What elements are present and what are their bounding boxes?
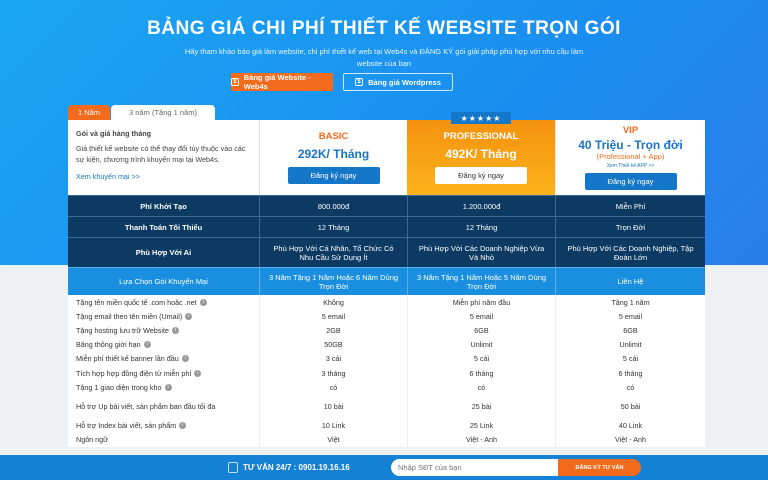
star-rating-badge: ★★★★★ xyxy=(451,112,511,124)
row-value: Phù Hợp Với Các Doanh Nghiệp, Tập Đoàn Lớn xyxy=(555,238,705,267)
footer-bar xyxy=(0,455,768,480)
plan-note: (Professional + App) xyxy=(596,152,665,161)
row-value: 6 tháng xyxy=(555,366,705,380)
table-row xyxy=(68,237,705,267)
info-icon[interactable]: i xyxy=(200,299,207,306)
web4s-pricing-button[interactable] xyxy=(231,73,333,91)
table-row xyxy=(68,295,705,309)
wordpress-pricing-button[interactable] xyxy=(343,73,453,91)
row-value: có xyxy=(407,380,555,394)
phone-icon xyxy=(228,462,238,473)
plan-price: 492K/ Tháng xyxy=(445,147,517,161)
row-value: Phù Hợp Với Cá Nhân, Tổ Chức Có Nhu Cầu Sử Dụng Ít xyxy=(259,238,407,267)
row-label-text: Miễn phí thiết kế banner lần đầu xyxy=(76,354,179,364)
row-label xyxy=(68,394,259,418)
dollar-icon: $ xyxy=(355,78,363,86)
info-icon[interactable]: i xyxy=(144,341,151,348)
tab-1-year[interactable]: 1 Năm xyxy=(68,105,110,120)
row-label-text: Tặng email theo tên miền (Umail) xyxy=(76,311,183,321)
row-value: 5 email xyxy=(259,309,407,323)
row-value: Miễn phí năm đầu xyxy=(407,295,555,309)
row-label xyxy=(68,418,259,432)
row-value: 3 cái xyxy=(259,352,407,366)
row-value: 2GB xyxy=(259,323,407,337)
row-value: 3 Năm Tặng 1 Năm Hoặc 5 Năm Dùng Trọn Đời xyxy=(407,268,555,295)
row-value: 5 cái xyxy=(407,352,555,366)
app-design-link[interactable]: Xem Thiết kế APP >> xyxy=(606,163,655,169)
row-value: 50GB xyxy=(259,338,407,352)
row-label xyxy=(68,352,259,366)
row-value: 6GB xyxy=(407,323,555,337)
row-label xyxy=(68,323,259,337)
promo-link[interactable]: Xem khuyến mại >> xyxy=(76,172,140,181)
plan-name: VIP xyxy=(622,125,639,136)
row-label-text: Phù Hợp Với Ai xyxy=(135,248,192,257)
row-value: 1.200.000đ xyxy=(407,196,555,216)
page-title: BẢNG GIÁ CHI PHÍ THIẾT KẾ WEBSITE TRỌN GÓI xyxy=(147,18,621,39)
plan-price: 292K/ Tháng xyxy=(297,147,370,161)
plan-header-row xyxy=(68,113,705,195)
row-label xyxy=(68,295,259,309)
table-row xyxy=(68,352,705,366)
phone-input[interactable] xyxy=(391,459,558,476)
row-label-text: Hỗ trợ Index bài viết, sản phẩm xyxy=(76,420,177,430)
plan-name: BASIC xyxy=(318,131,349,142)
row-value: Việt - Anh xyxy=(407,433,555,447)
table-row xyxy=(68,394,705,418)
table-row xyxy=(68,267,705,295)
table-row xyxy=(68,195,705,216)
row-value: 5 email xyxy=(555,309,705,323)
row-label xyxy=(68,433,259,447)
row-value: Liên Hệ xyxy=(555,268,705,295)
wordpress-pricing-label: Bảng giá Wordpress xyxy=(368,77,441,87)
plan-professional xyxy=(407,113,555,195)
register-button[interactable]: Đăng ký ngay xyxy=(288,167,380,184)
row-label xyxy=(68,380,259,394)
row-value: có xyxy=(259,380,407,394)
row-value: Miễn Phí xyxy=(555,196,705,216)
row-value: 25 Link xyxy=(407,418,555,432)
intro-heading: Gói và giá hàng tháng xyxy=(76,129,152,138)
row-value: Unlimit xyxy=(555,338,705,352)
row-value: Trọn Đời xyxy=(555,217,705,237)
page-subtitle: Hãy tham khảo báo giá làm website, chi phí thiết kế web tại Web4s và ĐĂNG KÝ gói giải pháp phù hợp với nhu cầu làm website của bạn xyxy=(184,47,584,68)
row-label-text: Thanh Toán Tối Thiểu xyxy=(124,222,203,232)
info-icon[interactable]: i xyxy=(185,313,192,320)
row-label xyxy=(68,217,259,237)
row-value: 50 bài xyxy=(555,394,705,418)
row-label-text: Hỗ trợ Up bài viết, sản phẩm ban đầu tối đa xyxy=(76,401,216,411)
row-label xyxy=(68,309,259,323)
row-value: Tặng 1 năm xyxy=(555,295,705,309)
row-label-text: Tích hợp hợp đồng điện tử miễn phí xyxy=(76,368,192,378)
plan-name: PROFESSIONAL xyxy=(443,131,519,142)
row-label-text: Lựa Chọn Gói Khuyến Mại xyxy=(119,277,208,286)
table-row xyxy=(68,309,705,323)
plan-basic xyxy=(259,120,407,195)
row-label-text: Ngôn ngữ xyxy=(76,435,108,445)
info-icon[interactable]: i xyxy=(182,355,189,362)
row-label-text: Tặng hosting lưu trữ Website xyxy=(76,325,169,335)
dollar-icon: $ xyxy=(231,78,239,86)
table-row xyxy=(68,216,705,237)
register-button[interactable]: Đăng ký ngay xyxy=(435,167,527,184)
row-label xyxy=(68,196,259,216)
row-value: 6 tháng xyxy=(407,366,555,380)
row-value: có xyxy=(555,380,705,394)
row-label-text: Băng thông giới hạn xyxy=(76,340,141,350)
register-consult-button[interactable]: ĐĂNG KÝ TƯ VẤN xyxy=(558,459,641,476)
row-value: 3 tháng xyxy=(259,366,407,380)
row-value: 12 Tháng xyxy=(407,217,555,237)
tab-3-years[interactable]: 3 năm (Tặng 1 năm) xyxy=(111,105,215,120)
row-value: 3 Năm Tặng 1 Năm Hoặc 6 Năm Dùng Trọn Đời xyxy=(259,268,407,295)
table-row xyxy=(68,323,705,337)
info-icon[interactable]: i xyxy=(165,384,172,391)
row-label xyxy=(68,238,259,267)
info-icon[interactable]: i xyxy=(172,327,179,334)
row-value: Unlimit xyxy=(407,338,555,352)
row-value: Việt xyxy=(259,433,407,447)
plan-price: 40 Triệu - Trọn đời xyxy=(578,138,683,152)
table-row xyxy=(68,433,705,447)
row-value: Phù Hợp Với Các Doanh Nghiệp Vừa Và Nhỏ xyxy=(407,238,555,267)
plan-vip xyxy=(555,120,705,195)
row-label-text: Tặng tên miền quốc tế .com hoặc .net xyxy=(76,297,197,307)
row-value: 40 Link xyxy=(555,418,705,432)
table-row xyxy=(68,366,705,380)
row-label xyxy=(68,268,259,295)
row-value: 10 Link xyxy=(259,418,407,432)
register-button[interactable]: Đăng ký ngay xyxy=(585,173,677,190)
row-value: 5 email xyxy=(407,309,555,323)
row-label xyxy=(68,366,259,380)
row-value: Không xyxy=(259,295,407,309)
hotline xyxy=(228,462,350,473)
row-value: 6GB xyxy=(555,323,705,337)
table-row xyxy=(68,418,705,432)
row-label-text: Tặng 1 giao diện trong kho xyxy=(76,382,162,392)
row-value: 5 cái xyxy=(555,352,705,366)
table-row xyxy=(68,338,705,352)
table-row xyxy=(68,380,705,394)
row-value: 25 bài xyxy=(407,394,555,418)
row-label-text: Phí Khởi Tạo xyxy=(140,201,187,211)
pricing-table xyxy=(68,113,705,447)
row-label xyxy=(68,338,259,352)
row-value: 800.000đ xyxy=(259,196,407,216)
intro-cell xyxy=(68,120,259,195)
row-value: 12 Tháng xyxy=(259,217,407,237)
web4s-pricing-label: Bảng giá Website - Web4s xyxy=(243,73,311,91)
intro-text: Giá thiết kế website có thể thay đổi tùy thuộc vào các sự kiện, chương trình khuyến mại tại Web4s. xyxy=(76,144,246,164)
hotline-text: TƯ VẤN 24/7 : 0901.19.16.16 xyxy=(243,463,350,472)
row-value: Việt - Anh xyxy=(555,433,705,447)
row-value: 10 bài xyxy=(259,394,407,418)
info-icon[interactable]: i xyxy=(179,422,186,429)
info-icon[interactable]: i xyxy=(194,370,201,377)
